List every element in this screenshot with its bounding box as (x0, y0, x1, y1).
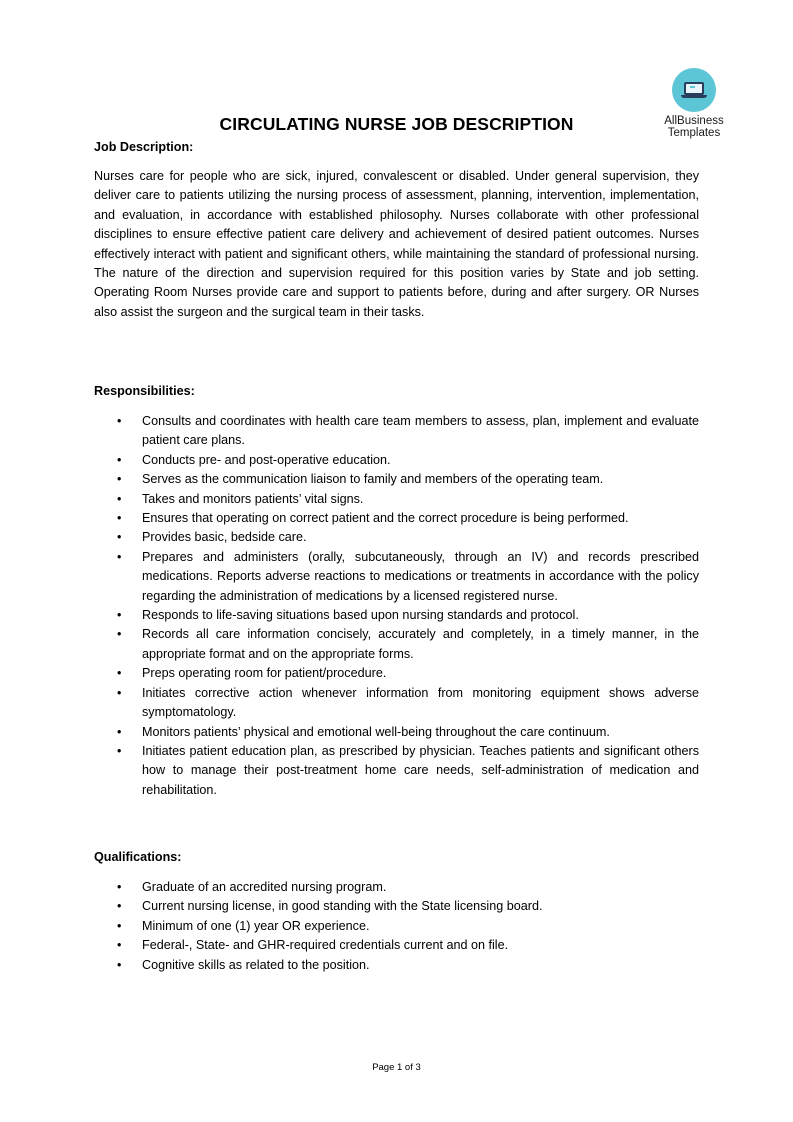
bullet: • (117, 627, 122, 642)
bullet: • (117, 549, 122, 564)
bullet: • (117, 472, 122, 487)
job-description-text: Nurses care for people who are sick, injured, convalescent or disabled. Under general supervision, they deliver care to patients utilizing the nursing process of assessment, planning, intervention, implementation, and evaluation, in accordance with established philosophy. Nurses collaborate with other professional disciplines to ensure effective patient care delivery and achievement of desired patient outcomes. Nurses effectively interact with patient and significant others, while maintaining the standard of professional nursing. The nature of the direction and supervision required for this position varies by State and job setting. Operating Room Nurses provide care and support to patients before, during and after surgery. OR Nurses also assist the surgeon and the surgical team in their tasks. (94, 169, 699, 319)
bullet: • (117, 724, 122, 739)
bullet: • (117, 414, 122, 428)
bullet: • (117, 685, 122, 700)
list-item: • Initiates corrective action whenever information from monitoring equipment shows adverse symptomatology. (117, 685, 699, 720)
bullet: • (117, 918, 122, 933)
document-title: CIRCULATING NURSE JOB DESCRIPTION (219, 114, 574, 134)
list-item: • Ensures that operating on correct patient and the correct procedure is being performed. (94, 509, 699, 528)
qualifications-heading: Qualifications: (94, 850, 182, 864)
list-item: • Provides basic, bedside care. (94, 528, 699, 547)
bullet: • (117, 452, 122, 467)
responsibilities-heading: Responsibilities: (94, 384, 195, 398)
laptop-icon (672, 68, 716, 112)
job-description-heading: Job Description: (94, 140, 194, 154)
list-item: • Graduate of an accredited nursing program. (94, 878, 699, 897)
bullet: • (117, 743, 122, 758)
logo-line-2: Templates (667, 127, 721, 139)
logo-line-1: AllBusiness (664, 115, 724, 127)
qualifications-list (94, 878, 699, 975)
bullet: • (117, 957, 122, 972)
list-item: • Serves as the communication liaison to family and members of the operating team. (94, 470, 699, 489)
bullet: • (117, 511, 122, 526)
list-item: • Conducts pre- and post-operative education. (94, 451, 699, 470)
page-number: Page 1 of 3 (372, 1062, 421, 1073)
list-item: • Current nursing license, in good standing with the State licensing board. (94, 897, 699, 916)
list-item: • Preps operating room for patient/procedure. (94, 664, 699, 683)
bullet: • (117, 530, 122, 545)
responsibilities-list (94, 412, 699, 800)
bullet: • (117, 666, 122, 681)
list-item: • Cognitive skills as related to the position. (94, 956, 699, 975)
bullet: • (117, 491, 122, 506)
list-item: • Responds to life-saving situations based upon nursing standards and protocol. (94, 606, 699, 625)
list-item: • Takes and monitors patients’ vital signs. (94, 490, 699, 509)
bullet: • (117, 880, 122, 894)
list-item: • Monitors patients’ physical and emotional well-being throughout the care continuum. (94, 723, 699, 742)
bullet: • (117, 608, 122, 623)
list-item: • Records all care information concisely, accurately and completely, in a timely manner, in the appropriate format and on the appropriate forms. (117, 627, 699, 661)
list-item: • Minimum of one (1) year OR experience. (94, 917, 699, 936)
list-item: • Prepares and administers (orally, subcutaneously, through an IV) and records prescribed medications. Reports adverse reactions to medications or treatments in accordance with the policy regarding the administration of medications by a licensed registered nurse. (117, 549, 699, 603)
list-item: • Initiates patient education plan, as prescribed by physician. Teaches patients and significant others how to manage their post-treatment home care needs, self-administration of medication and rehabilitation. (117, 743, 699, 797)
bullet: • (117, 899, 122, 914)
bullet: • (117, 938, 122, 953)
list-item: • Consults and coordinates with health care team members to assess, plan, implement and evaluate patient care plans. (117, 414, 699, 448)
list-item: • Federal-, State- and GHR-required credentials current and on file. (94, 936, 699, 955)
